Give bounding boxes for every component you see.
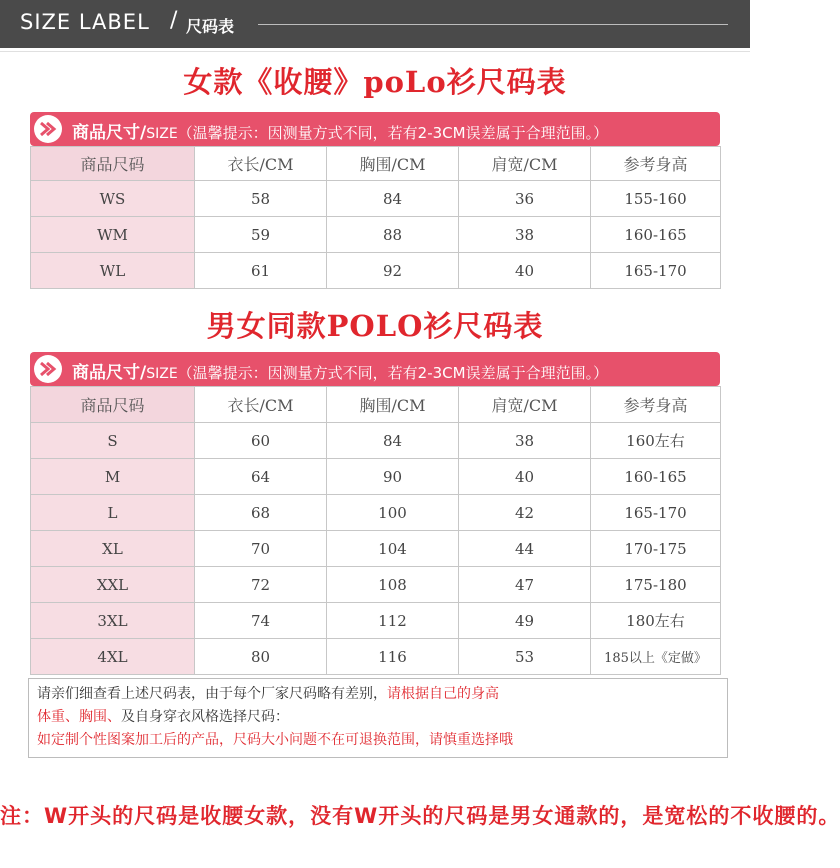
size-cell: L xyxy=(31,495,195,531)
section2-banner-text xyxy=(72,358,608,383)
length-cell: 60 xyxy=(195,423,327,459)
notice-highlight: 请根据自己的身高 xyxy=(387,686,499,702)
length-cell: 80 xyxy=(195,639,327,675)
column-header: 参考身高 xyxy=(591,147,721,181)
chevron-right-icon xyxy=(34,355,62,383)
column-header: 肩宽/CM xyxy=(459,147,591,181)
size-cell: 3XL xyxy=(31,603,195,639)
shoulder-cell: 38 xyxy=(459,217,591,253)
size-cell: S xyxy=(31,423,195,459)
height-cell: 160-165 xyxy=(591,217,721,253)
notice-box xyxy=(28,678,728,758)
column-header: 衣长/CM xyxy=(195,147,327,181)
chest-cell: 84 xyxy=(327,181,459,217)
table-row xyxy=(31,181,721,217)
table-header-row xyxy=(31,147,721,181)
height-cell: 180左右 xyxy=(591,603,721,639)
column-header: 参考身高 xyxy=(591,387,721,423)
column-header: 衣长/CM xyxy=(195,387,327,423)
notice-highlight: 如定制个性图案加工后的产品，尺码大小问题不在可退换范围，请慎重选择哦 xyxy=(37,732,513,748)
height-cell: 165-170 xyxy=(591,253,721,289)
banner-size-word: SIZE xyxy=(146,366,178,382)
banner-size-word: SIZE xyxy=(146,126,178,142)
length-cell: 64 xyxy=(195,459,327,495)
column-header: 肩宽/CM xyxy=(459,387,591,423)
section1-size-table xyxy=(30,146,721,289)
shoulder-cell: 49 xyxy=(459,603,591,639)
shoulder-cell: 38 xyxy=(459,423,591,459)
section1-title: 女款《收腰》poLo衫尺码表 xyxy=(183,65,567,99)
shoulder-cell: 42 xyxy=(459,495,591,531)
height-cell: 175-180 xyxy=(591,567,721,603)
table-row xyxy=(31,567,721,603)
shoulder-cell: 47 xyxy=(459,567,591,603)
chest-cell: 108 xyxy=(327,567,459,603)
shoulder-cell: 40 xyxy=(459,253,591,289)
chest-cell: 84 xyxy=(327,423,459,459)
table-row xyxy=(31,603,721,639)
notice-line-3 xyxy=(37,729,719,752)
height-cell: 160左右 xyxy=(591,423,721,459)
chevron-right-icon xyxy=(34,115,62,143)
chest-cell: 88 xyxy=(327,217,459,253)
notice-line-1 xyxy=(37,683,719,706)
table-header-row xyxy=(31,387,721,423)
table-row xyxy=(31,253,721,289)
table-row xyxy=(31,639,721,675)
length-cell: 58 xyxy=(195,181,327,217)
height-cell: 185以上《定做》 xyxy=(591,639,721,675)
length-cell: 74 xyxy=(195,603,327,639)
chest-cell: 112 xyxy=(327,603,459,639)
table-row xyxy=(31,217,721,253)
column-header: 商品尺码 xyxy=(31,387,195,423)
section2-title: 男女同款POLO衫尺码表 xyxy=(206,309,544,343)
banner-tip: （温馨提示：因测量方式不同，若有2-3CM误差属于合理范围。） xyxy=(177,364,609,382)
header-title-en: SIZE LABEL xyxy=(20,10,150,34)
length-cell: 61 xyxy=(195,253,327,289)
banner-label: 商品尺寸/ xyxy=(72,123,147,143)
length-cell: 59 xyxy=(195,217,327,253)
shoulder-cell: 40 xyxy=(459,459,591,495)
footer-note: 注：W开头的尺码是收腰女款，没有W开头的尺码是男女通款的，是宽松的不收腰的。 xyxy=(0,804,840,828)
height-cell: 170-175 xyxy=(591,531,721,567)
chest-cell: 100 xyxy=(327,495,459,531)
chest-cell: 90 xyxy=(327,459,459,495)
notice-text: 请亲们细查看上述尺码表，由于每个厂家尺码略有差别， xyxy=(37,686,387,702)
size-cell: XXL xyxy=(31,567,195,603)
size-cell: M xyxy=(31,459,195,495)
size-cell: WM xyxy=(31,217,195,253)
size-cell: WS xyxy=(31,181,195,217)
length-cell: 72 xyxy=(195,567,327,603)
height-cell: 165-170 xyxy=(591,495,721,531)
table-row xyxy=(31,423,721,459)
shoulder-cell: 36 xyxy=(459,181,591,217)
shoulder-cell: 44 xyxy=(459,531,591,567)
chest-cell: 116 xyxy=(327,639,459,675)
notice-line-2 xyxy=(37,706,719,729)
table-row xyxy=(31,531,721,567)
column-header: 胸围/CM xyxy=(327,147,459,181)
notice-highlight: 体重、胸围、 xyxy=(37,709,121,725)
section1-banner-text xyxy=(72,118,608,143)
column-header: 胸围/CM xyxy=(327,387,459,423)
size-cell: 4XL xyxy=(31,639,195,675)
notice-text: 及自身穿衣风格选择尺码： xyxy=(121,709,289,725)
section2-size-table xyxy=(30,386,721,675)
header-title-cn: 尺码表 xyxy=(186,17,235,36)
height-cell: 155-160 xyxy=(591,181,721,217)
table-row xyxy=(31,495,721,531)
column-header: 商品尺码 xyxy=(31,147,195,181)
page-header xyxy=(0,0,750,52)
table-row xyxy=(31,459,721,495)
size-cell: XL xyxy=(31,531,195,567)
chest-cell: 104 xyxy=(327,531,459,567)
banner-tip: （温馨提示：因测量方式不同，若有2-3CM误差属于合理范围。） xyxy=(177,124,609,142)
height-cell: 160-165 xyxy=(591,459,721,495)
size-cell: WL xyxy=(31,253,195,289)
header-separator: / xyxy=(170,8,178,33)
length-cell: 68 xyxy=(195,495,327,531)
banner-label: 商品尺寸/ xyxy=(72,363,147,383)
length-cell: 70 xyxy=(195,531,327,567)
section1-banner xyxy=(30,112,720,146)
section2-banner xyxy=(30,352,720,386)
shoulder-cell: 53 xyxy=(459,639,591,675)
chest-cell: 92 xyxy=(327,253,459,289)
header-divider xyxy=(258,24,728,25)
